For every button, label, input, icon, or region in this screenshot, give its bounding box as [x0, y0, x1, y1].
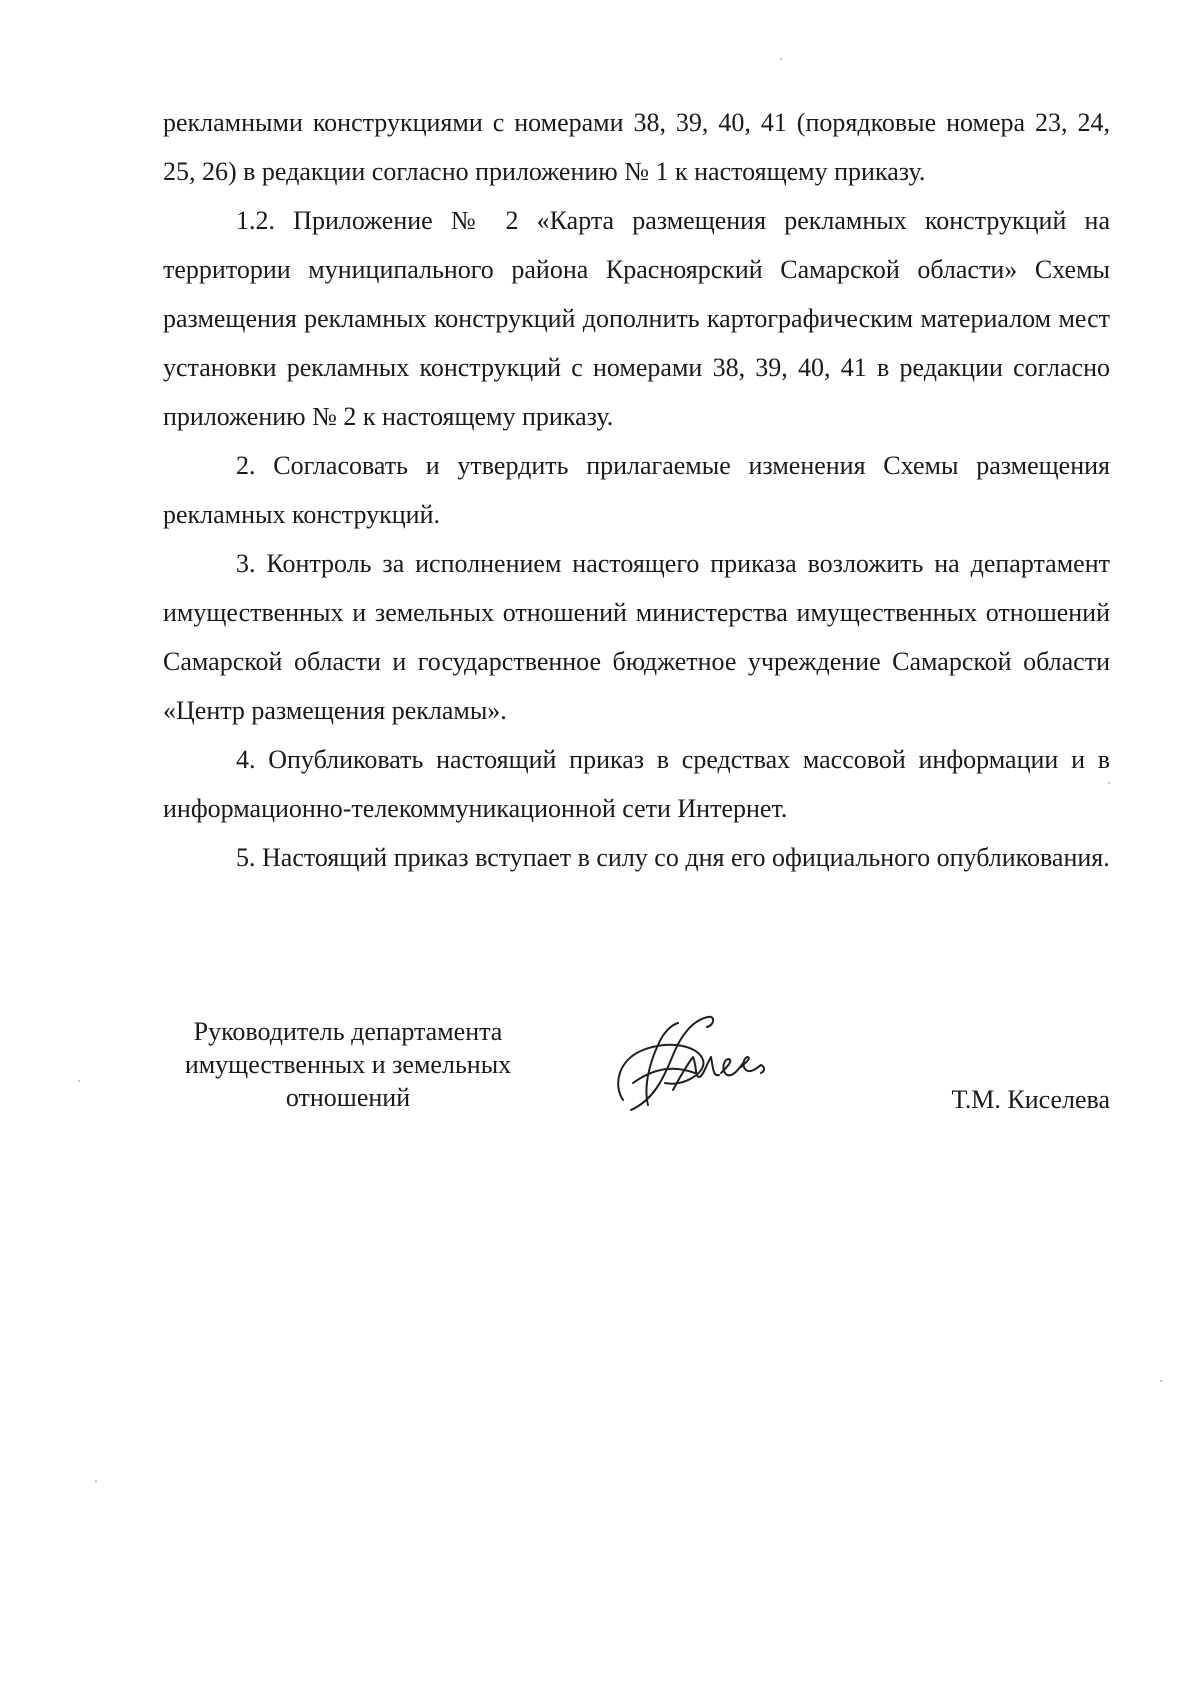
signatory-position-line: отношений	[285, 1083, 411, 1112]
scan-speck	[78, 1080, 80, 1082]
signatory-name: Т.М. Киселева	[951, 1085, 1110, 1114]
scan-speck	[780, 58, 782, 60]
paragraph-continuation: рекламными конструкциями с номерами 38, 39, 40, 41 (порядковые номера 23, 24, 25, 26) в редакции согласно приложению № 1 к настоящему приказу.	[163, 108, 1110, 186]
signatory-position	[163, 1015, 533, 1114]
paragraph-4-publish: 4. Опубликовать настоящий приказ в средствах массовой информации и в информационно-телекоммуникационной сети Интернет.	[163, 745, 1110, 823]
signature-block	[163, 1015, 1110, 1135]
paragraph-3-control: 3. Контроль за исполнением настоящего приказа возложить на департамент имущественных и земельных отношений министерства имущественных отношений Самарской области и государственное бюджетное учреждение Самарской области «Центр размещения рекламы».	[163, 549, 1110, 725]
document-body	[163, 98, 1110, 882]
signatory-position-line: Руководитель департамента	[193, 1017, 503, 1046]
scan-speck	[1160, 1380, 1162, 1382]
signatory-position-line: имущественных и земельных	[184, 1050, 512, 1079]
paragraph-5-effective: 5. Настоящий приказ вступает в силу со дня его официального опубликования.	[236, 843, 1110, 872]
handwritten-signature	[603, 1005, 783, 1125]
scan-speck	[1108, 782, 1110, 784]
paragraph-1-2-appendix-map: 1.2. Приложение № 2 «Карта размещения рекламных конструкций на территории муниципального района Красноярский Самарской области» Схемы размещения рекламных конструкций дополнить картографическим материалом мест установки рекламных конструкций с номерами 38, 39, 40, 41 в редакции согласно приложению № 2 к настоящему приказу.	[163, 206, 1110, 431]
scan-speck	[95, 1480, 97, 1482]
paragraph-2-approve-changes: 2. Согласовать и утвердить прилагаемые изменения Схемы размещения рекламных конструкций.	[163, 451, 1110, 529]
